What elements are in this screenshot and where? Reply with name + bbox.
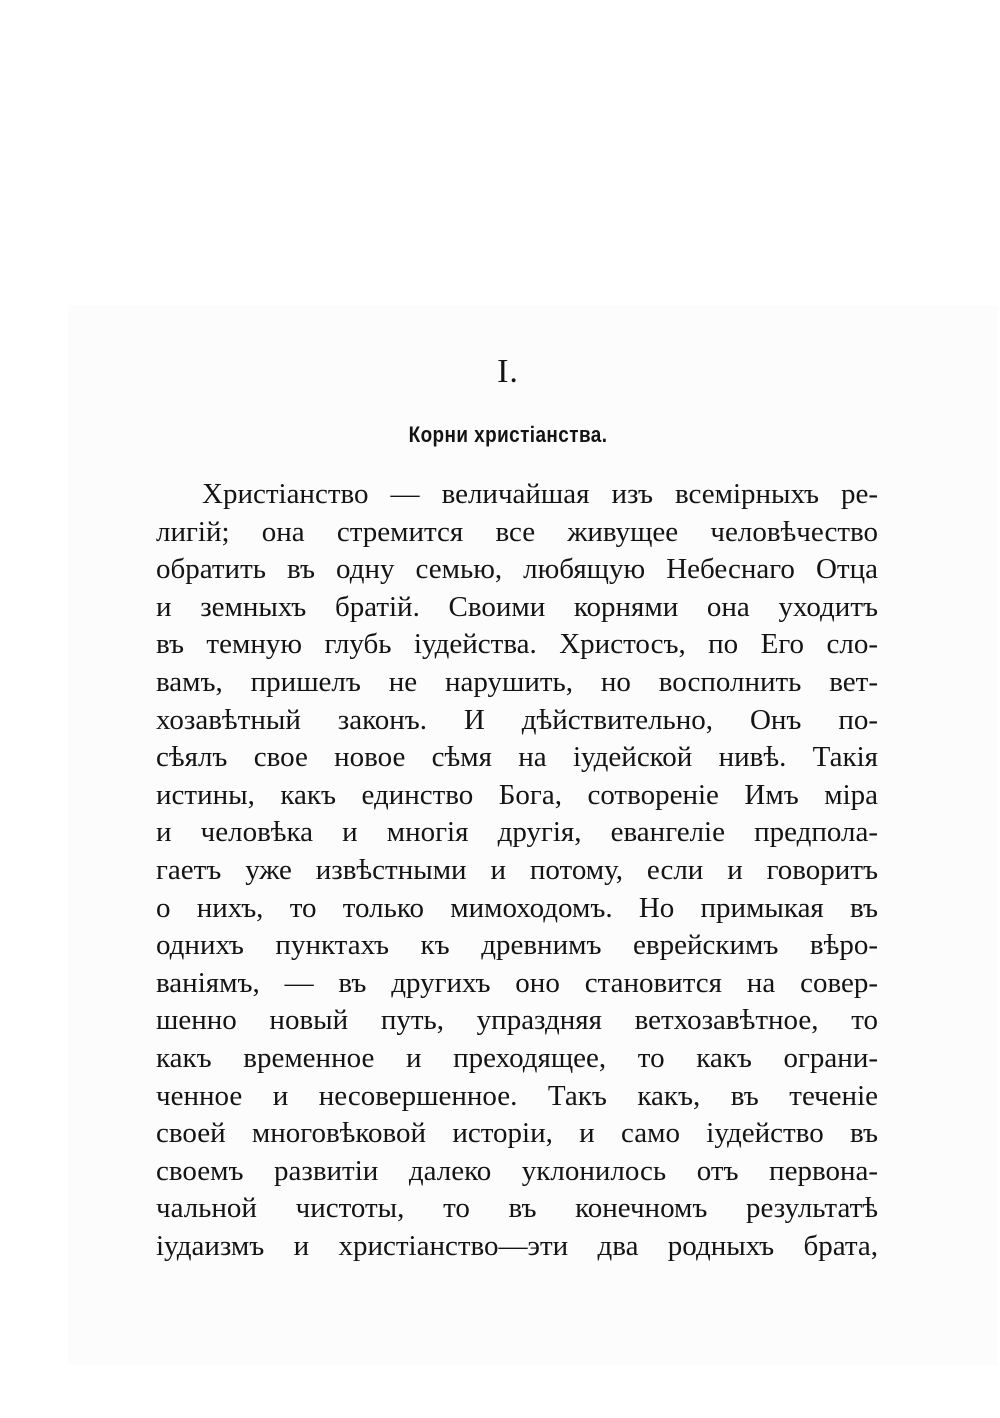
text-line: чальной чистоты, то въ конечномъ результатѣ — [156, 1192, 878, 1225]
text-line: своей многовѣковой исторіи, и само іудейство въ — [156, 1117, 878, 1150]
text-line: въ темную глубь іудейства. Христосъ, по Его сло- — [156, 628, 878, 661]
text-line: гаетъ уже извѣстными и потому, если и говоритъ — [156, 853, 878, 886]
text-line: Христіанство — величайшая изъ всемірныхъ ре- — [202, 478, 878, 510]
text-line: однихъ пунктахъ къ древнимъ еврейскимъ вѣро- — [156, 929, 878, 962]
text-line: истины, какъ единство Бога, сотвореніе Имъ міра — [156, 778, 878, 811]
text-line: какъ временное и преходящее, то какъ ограни- — [156, 1041, 878, 1074]
chapter-title: Корни христіанства. — [408, 422, 608, 447]
text-line: и человѣка и многія другія, евангеліе предпола- — [156, 816, 878, 849]
text-line: обратить въ одну семью, любящую Небеснаго Отца — [156, 553, 878, 586]
chapter-number: I. — [497, 353, 519, 390]
text-line: вамъ, пришелъ не нарушить, но восполнить вет- — [156, 665, 878, 698]
text-line: іудаизмъ и христіанство—эти два родныхъ брата, — [156, 1229, 878, 1262]
text-line: лигій; она стремится все живущее человѣчество — [156, 515, 878, 548]
text-line: сѣялъ свое новое сѣмя на іудейской нивѣ. Такія — [156, 741, 878, 774]
text-line: хозавѣтный законъ. И дѣйствительно, Онъ по- — [156, 703, 878, 736]
text-line: своемъ развитіи далеко уклонилось отъ первона- — [156, 1154, 878, 1187]
text-line: шенно новый путь, упраздняя ветхозавѣтное, то — [156, 1004, 878, 1037]
text-line: ченное и несовершенное. Такъ какъ, въ теченіе — [156, 1079, 878, 1112]
text-line: и земныхъ братій. Своими корнями она уходитъ — [156, 590, 878, 623]
body-text — [156, 476, 878, 1265]
text-line: ваніямъ, — въ другихъ оно становится на совер- — [156, 966, 878, 999]
text-line: о нихъ, то только мимоходомъ. Но примыкая въ — [156, 891, 878, 924]
